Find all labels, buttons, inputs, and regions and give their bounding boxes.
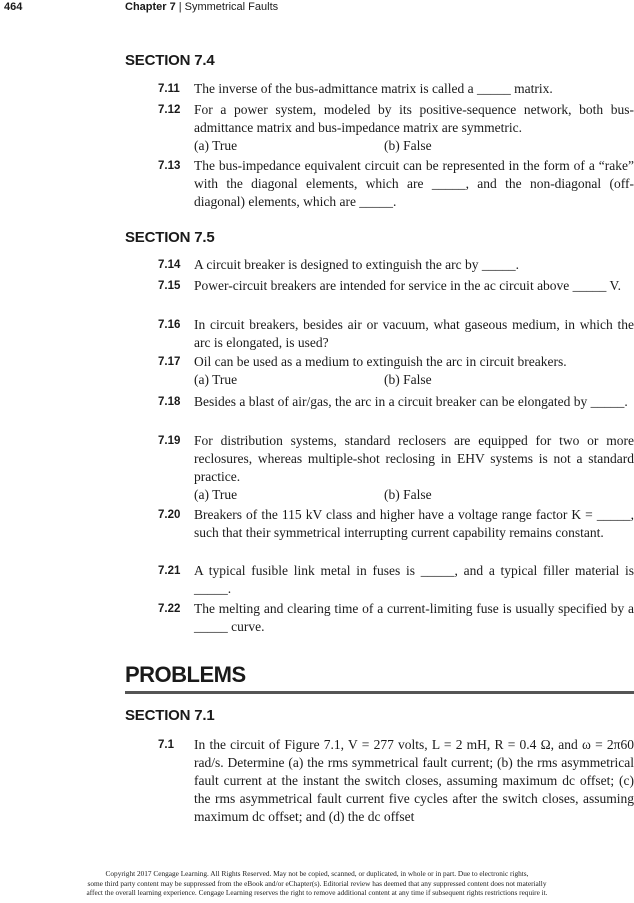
copyright-line-1: Copyright 2017 Cengage Learning. All Rights Reserved. May not be copied, scanned, or duplicated, in whole or in part. Due to electronic rights, [105,869,529,878]
question-text: The inverse of the bus-admittance matrix is called a _____ matrix. [194,81,553,96]
question-7-22 [158,600,634,636]
question-number: 7.12 [158,104,181,116]
question-7-20 [158,506,634,542]
running-header [0,0,634,18]
question-number: 7.20 [158,509,181,521]
option-false: (b) False [384,372,432,387]
section-heading-7-1: SECTION 7.1 [125,707,215,724]
question-7-16 [158,316,634,352]
question-text: The bus-impedance equivalent circuit can be represented in the form of a “rake” with the diagonal elements, which are _____, and the non-diagonal (off-diagonal) elements, which are _____. [194,158,634,209]
question-number: 7.21 [158,565,181,577]
copyright-line-3: affect the overall learning experience. Cengage Learning reserves the right to remove additional content at any time if subsequent rights restrictions require it. [86,888,548,897]
question-number: 7.19 [158,435,181,447]
answer-options [194,137,634,155]
problems-rule [125,691,634,694]
copyright-line-2: some third party content may be suppressed from the eBook and/or eChapter(s). Editorial review has deemed that any suppressed content does not materially [87,878,547,888]
option-false: (b) False [384,487,432,502]
question-number: 7.18 [158,396,181,408]
option-true: (a) True [194,487,238,502]
question-number: 7.11 [158,83,180,95]
question-text: A circuit breaker is designed to extinguish the arc by _____. [194,257,520,272]
question-text: In circuit breakers, besides air or vacuum, what gaseous medium, in which the arc is elongated, is used? [194,317,634,350]
question-text: Breakers of the 115 kV class and higher have a voltage range factor K = _____, such that their symmetrical interrupting current capability remains constant. [194,507,634,540]
header-separator: | [178,1,182,13]
question-number: 7.17 [158,356,181,368]
question-text: A typical fusible link metal in fuses is _____, and a typical filler material is _____. [194,563,634,596]
chapter-heading [125,1,278,13]
problems-heading: PROBLEMS [125,662,246,687]
option-false: (b) False [384,138,432,153]
question-text: Power-circuit breakers are intended for service in the ac circuit above _____ V. [194,278,621,293]
section-heading-7-5: SECTION 7.5 [125,229,215,246]
option-true: (a) True [194,138,238,153]
chapter-label: Chapter 7 [125,1,176,13]
question-text: For a power system, modeled by its positive-sequence network, both bus-admittance matrix and bus-impedance matrix are symmetric. [194,102,634,135]
question-7-17 [158,353,634,389]
problem-text: In the circuit of Figure 7.1, V = 277 volts, L = 2 mH, R = 0.4 Ω, and ω = 2π60 rad/s. Determine (a) the rms symmetrical fault current; (b) the rms asymmetrical fault current at the instant the switch closes, assuming maximum dc offset; (c) the rms asymmetrical fault current five cycles after the switch closes, assuming maximum dc offset; and (d) the dc offset [194,737,634,824]
option-true: (a) True [194,372,238,387]
question-7-13 [158,157,634,211]
question-7-19 [158,432,634,504]
section-heading-7-4: SECTION 7.4 [125,52,215,69]
problem-number: 7.1 [158,739,174,751]
question-7-21 [158,562,634,598]
question-number: 7.16 [158,319,181,331]
question-number: 7.15 [158,280,181,292]
answer-options [194,371,634,389]
question-number: 7.13 [158,160,181,172]
question-text: Besides a blast of air/gas, the arc in a circuit breaker can be elongated by _____. [194,394,628,409]
page-number: 464 [4,1,23,13]
question-text: Oil can be used as a medium to extinguish the arc in circuit breakers. [194,354,567,369]
question-7-14 [158,256,634,274]
question-text: The melting and clearing time of a current-limiting fuse is usually specified by a _____ curve. [194,601,634,634]
problem-7-1 [158,736,634,826]
question-number: 7.14 [158,259,181,271]
question-7-15 [158,277,634,295]
question-7-11 [158,80,634,98]
question-number: 7.22 [158,603,181,615]
answer-options [194,486,634,504]
question-7-18 [158,393,634,411]
question-7-12 [158,101,634,155]
question-text: For distribution systems, standard reclosers are equipped for two or more reclosures, whereas multiple-shot reclosing in EHV systems is not a standard practice. [194,433,634,484]
copyright-footer [0,869,634,898]
chapter-title: Symmetrical Faults [184,1,279,13]
